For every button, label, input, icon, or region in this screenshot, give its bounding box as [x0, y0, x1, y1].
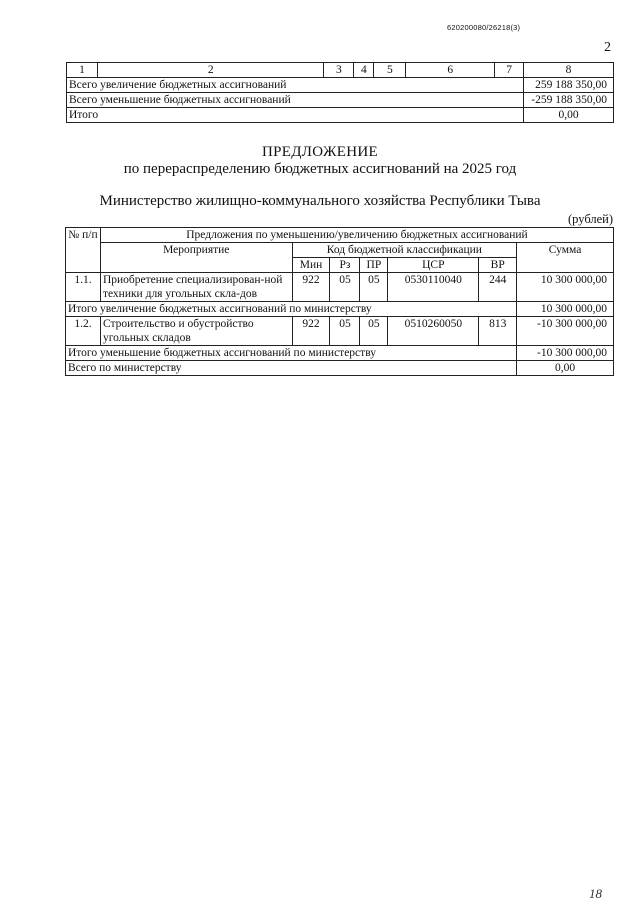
header-sum: Сумма [517, 243, 614, 273]
total-increase-label: Итого увеличение бюджетных ассигнований по министерству [66, 302, 517, 317]
row-event: Приобретение специализирован-ной техники для угольных скла-дов [100, 273, 292, 302]
total-value: 0,00 [517, 361, 614, 376]
header-csr: ЦСР [388, 258, 479, 273]
col-number: 4 [354, 63, 374, 78]
proposal-table [65, 227, 614, 376]
row-number: 1.2. [66, 317, 101, 346]
header-proposals: Предложения по уменьшению/увеличению бюджетных ассигнований [100, 228, 613, 243]
total-label: Всего по министерству [66, 361, 517, 376]
row-value: 0,00 [524, 108, 614, 123]
table-row [66, 273, 614, 302]
col-number: 5 [374, 63, 406, 78]
row-vr: 244 [479, 273, 517, 302]
document-code: 620200080/26218(3) [447, 23, 521, 32]
row-label: Всего увеличение бюджетных ассигнований [67, 78, 524, 93]
row-min: 922 [292, 273, 330, 302]
row-pr: 05 [360, 317, 388, 346]
row-label: Всего уменьшение бюджетных ассигнований [67, 93, 524, 108]
total-decrease-label: Итого уменьшение бюджетных ассигнований по министерству [66, 346, 517, 361]
row-sum: -10 300 000,00 [517, 317, 614, 346]
total-decrease-value: -10 300 000,00 [517, 346, 614, 361]
header-budget-code: Код бюджетной классификации [292, 243, 517, 258]
row-csr: 0510260050 [388, 317, 479, 346]
row-rz: 05 [330, 317, 360, 346]
page-number: 2 [604, 40, 611, 55]
table-row [66, 346, 614, 361]
column-number-row [67, 63, 614, 78]
col-number: 3 [324, 63, 354, 78]
row-label: Итого [67, 108, 524, 123]
row-sum: 10 300 000,00 [517, 273, 614, 302]
summary-table [66, 62, 614, 123]
units-label: (рублей) [568, 212, 614, 226]
row-csr: 0530110040 [388, 273, 479, 302]
table-row [66, 361, 614, 376]
col-number: 8 [524, 63, 614, 78]
table-row [67, 78, 614, 93]
handwritten-mark: 18 [589, 886, 602, 901]
row-pr: 05 [360, 273, 388, 302]
header-min: Мин [292, 258, 330, 273]
col-number: 7 [495, 63, 524, 78]
row-value: -259 188 350,00 [524, 93, 614, 108]
total-increase-value: 10 300 000,00 [517, 302, 614, 317]
proposal-subtitle: по перераспределению бюджетных ассигнований на 2025 год [123, 161, 517, 177]
col-number: 6 [406, 63, 495, 78]
header-vr: ВР [479, 258, 517, 273]
table-row [67, 93, 614, 108]
table-row [66, 317, 614, 346]
header-pr: ПР [360, 258, 388, 273]
header-rz: Рз [330, 258, 360, 273]
row-vr: 813 [479, 317, 517, 346]
col-number: 1 [67, 63, 98, 78]
col-number: 2 [97, 63, 323, 78]
proposal-title: ПРЕДЛОЖЕНИЕ [262, 144, 378, 160]
row-number: 1.1. [66, 273, 101, 302]
header-event: Мероприятие [100, 243, 292, 273]
row-min: 922 [292, 317, 330, 346]
row-value: 259 188 350,00 [524, 78, 614, 93]
table-row [67, 108, 614, 123]
table-row [66, 302, 614, 317]
row-event: Строительство и обустройство угольных складов [100, 317, 292, 346]
row-rz: 05 [330, 273, 360, 302]
ministry-name: Министерство жилищно-коммунального хозяйства Республики Тыва [99, 193, 541, 209]
header-number: № п/п [66, 228, 101, 273]
